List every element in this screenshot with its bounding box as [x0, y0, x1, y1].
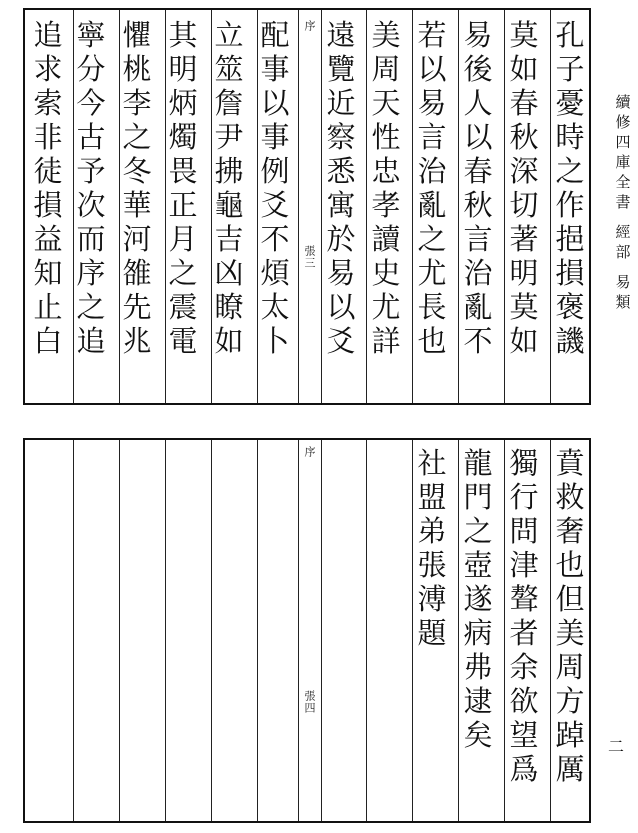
text-column: 立 筮 詹 尹 拂 龜 吉 凶 瞭 如 — [214, 18, 244, 358]
text-column: 懼 桃 李 之 冬 華 河 雒 先 兆 — [122, 18, 152, 358]
column-rule — [321, 10, 322, 403]
text-column: 美 周 天 性 忠 孝 讀 史 尤 詳 — [371, 18, 401, 358]
book-header — [614, 92, 632, 312]
bottom-text-panel — [23, 438, 591, 823]
column-rule — [119, 440, 120, 821]
column-rule — [73, 440, 74, 821]
text-column: 莫 如 春 秋 深 切 著 明 莫 如 — [509, 18, 539, 358]
text-column: 遠 覽 近 察 悉 寓 於 易 以 爻 — [326, 18, 356, 358]
text-column: 易 後 人 以 春 秋 言 治 亂 不 — [463, 18, 493, 358]
text-column: 寧 分 今 古 予 次 而 序 之 追 — [76, 18, 106, 358]
column-rule — [298, 440, 299, 821]
section-name: 經 部 — [615, 223, 631, 261]
column-rule — [550, 440, 551, 821]
column-rule — [504, 10, 505, 403]
page-number: 二 — [607, 737, 624, 756]
text-column: 龍 門 之 壺 遂 病 弗 逮 矣 — [463, 446, 493, 752]
category-name: 易 類 — [615, 273, 631, 311]
column-rule — [412, 10, 413, 403]
column-rule — [550, 10, 551, 403]
column-rule — [366, 440, 367, 821]
column-rule — [458, 440, 459, 821]
column-rule — [165, 440, 166, 821]
text-column: 獨 行 問 津 聱 者 余 欲 望 爲 — [509, 446, 539, 786]
fold-title: 序 — [303, 446, 316, 458]
text-column: 社 盟 弟 張 溥 題 — [417, 446, 447, 650]
fold-leaf-number: 張三 — [303, 245, 316, 269]
column-rule — [458, 10, 459, 403]
column-rule — [211, 440, 212, 821]
text-column: 若 以 易 言 治 亂 之 尤 長 也 — [417, 18, 447, 358]
fold-title: 序 — [303, 20, 316, 32]
text-column: 配 事 以 事 例 爻 不 煩 太 卜 — [260, 18, 290, 358]
fold-leaf-number: 張四 — [303, 690, 316, 714]
series-title: 續 修 四 庫 全 書 — [615, 93, 631, 211]
text-column: 賁 救 奢 也 但 美 周 方 踔 厲 — [555, 446, 585, 786]
text-column: 追 求 索 非 徒 損 益 知 止 白 — [33, 18, 63, 358]
column-rule — [298, 10, 299, 403]
text-column: 孔 子 憂 時 之 作 挹 損 褒 譏 — [555, 18, 585, 358]
top-text-panel — [23, 8, 591, 405]
column-rule — [504, 440, 505, 821]
column-rule — [412, 440, 413, 821]
column-rule — [321, 440, 322, 821]
column-rule — [366, 10, 367, 403]
column-rule — [257, 440, 258, 821]
text-column: 其 明 炳 燭 畏 正 月 之 震 電 — [168, 18, 198, 358]
